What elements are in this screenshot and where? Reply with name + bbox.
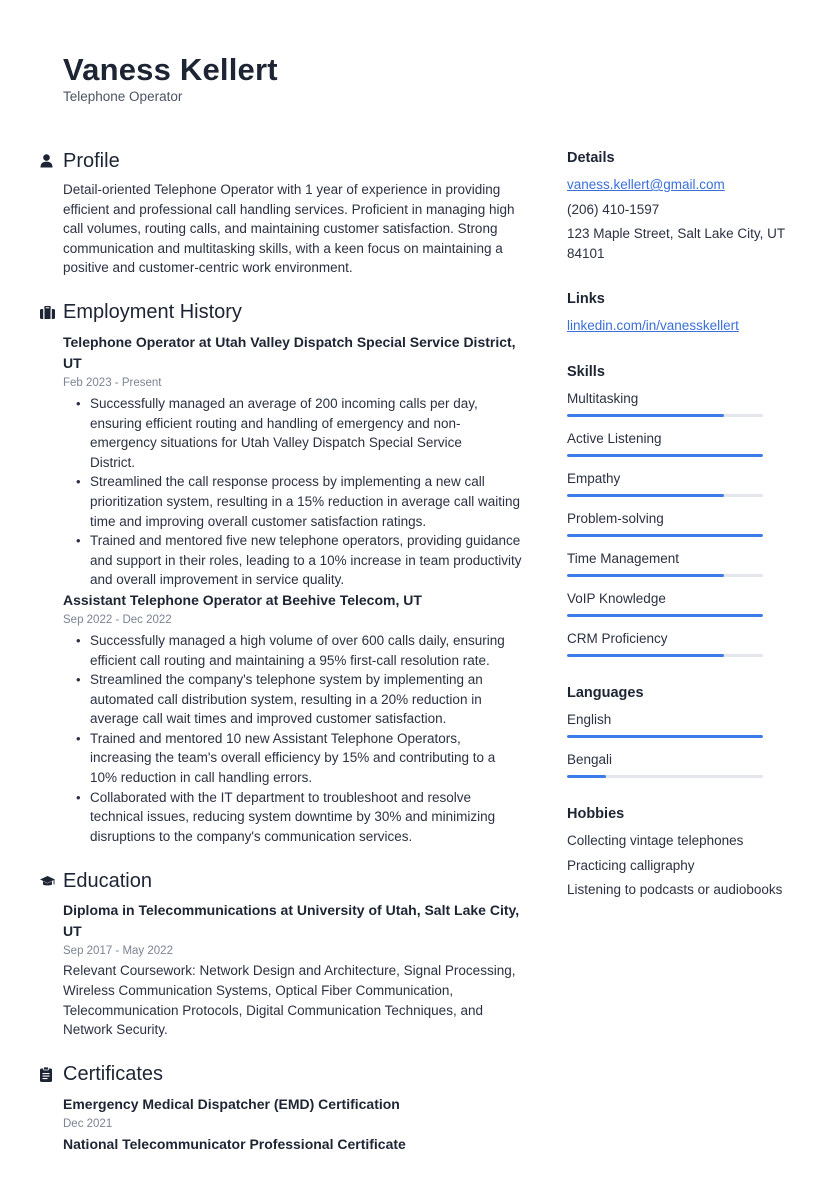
skill-item	[567, 549, 797, 577]
skill-bar-fill	[567, 614, 763, 617]
education-section	[40, 868, 525, 1039]
person-icon	[40, 154, 63, 168]
resume-header	[63, 52, 278, 106]
language-bar-fill	[567, 735, 763, 738]
education-heading: Education	[63, 869, 152, 892]
profile-section	[40, 148, 525, 278]
clipboard-icon	[40, 1067, 63, 1082]
skill-item	[567, 429, 797, 457]
language-bar	[567, 735, 763, 738]
language-label: Bengali	[567, 751, 613, 767]
skill-label: Active Listening	[567, 430, 662, 446]
skill-bar-fill	[567, 454, 763, 457]
skill-bar-fill	[567, 494, 724, 497]
job-entry	[63, 590, 525, 847]
skill-bar	[567, 414, 763, 417]
employment-section	[40, 300, 525, 846]
skill-bar	[567, 654, 763, 657]
hobby-item: Collecting vintage telephones	[567, 832, 744, 848]
language-bar	[567, 775, 763, 778]
profile-text: Detail-oriented Telephone Operator with 1 year of experience in providing efficient and professional call handling services. Proficient in managing high call volumes, routing calls, and maintaining customer satisfaction. Strong communication and multitasking skills, with a keen focus on maintaining a positive and customer-centric work environment.	[63, 182, 515, 276]
skill-bar-fill	[567, 654, 724, 657]
language-item	[567, 750, 797, 778]
bullet-item: • Collaborated with the IT department to troubleshoot and resolve technical issues, reducing system downtime by 30% and minimizing disruptions to the company's communication services.	[90, 788, 525, 847]
details-section	[567, 148, 797, 263]
education-text: Relevant Coursework: Network Design and Architecture, Signal Processing, Wireless Communication Systems, Optical Fiber Communication, Telecommunication Protocols, Digital Communication Techniques, and Network Security.	[63, 963, 516, 1038]
main-column	[40, 148, 525, 1177]
skill-item	[567, 389, 797, 417]
languages-section	[567, 683, 797, 778]
skill-bar-fill	[567, 414, 724, 417]
language-item	[567, 710, 797, 738]
sidebar	[567, 148, 797, 926]
skill-bar	[567, 534, 763, 537]
bullet-item: • Successfully managed an average of 200 incoming calls per day, ensuring efficient routing and handling of emergency and non-emergency situations for Utah Valley Dispatch Special Service District.	[90, 394, 510, 472]
skill-item	[567, 629, 797, 657]
job-title: Telephone Operator at Utah Valley Dispatch Special Service District, UT	[63, 333, 516, 371]
skills-heading: Skills	[567, 363, 605, 380]
language-bar-fill	[567, 775, 606, 778]
bullet-item: • Trained and mentored five new telephone operators, providing guidance and support in their roles, leading to a 10% increase in team productivity and overall improvement in service quality.	[90, 531, 525, 590]
job-date: Sep 2022 - Dec 2022	[63, 613, 172, 626]
job-entry	[63, 332, 525, 590]
skill-label: Problem-solving	[567, 510, 664, 526]
skill-bar-fill	[567, 534, 763, 537]
graduation-cap-icon	[40, 876, 63, 887]
skill-bar-fill	[567, 574, 724, 577]
skill-bar	[567, 574, 763, 577]
certificate-entry	[63, 1134, 525, 1155]
skill-label: CRM Proficiency	[567, 630, 668, 646]
skill-label: Empathy	[567, 470, 621, 486]
skill-item	[567, 469, 797, 497]
skill-label: Multitasking	[567, 390, 639, 406]
languages-heading: Languages	[567, 684, 644, 701]
education-entry	[63, 900, 525, 1039]
address: 123 Maple Street, Salt Lake City, UT 84101	[567, 226, 785, 261]
hobbies-section	[567, 804, 797, 900]
details-heading: Details	[567, 150, 615, 166]
education-date: Sep 2017 - May 2022	[63, 945, 173, 958]
education-title: Diploma in Telecommunications at University of Utah, Salt Lake City, UT	[63, 902, 520, 940]
phone-number: (206) 410-1597	[567, 201, 660, 217]
skill-bar	[567, 454, 763, 457]
candidate-title: Telephone Operator	[63, 89, 183, 104]
skill-item	[567, 589, 797, 617]
certificate-date: Dec 2021	[63, 1117, 113, 1130]
certificates-section	[40, 1062, 525, 1155]
skill-bar	[567, 614, 763, 617]
job-bullets	[63, 394, 525, 590]
hobby-item: Practicing calligraphy	[567, 857, 695, 873]
skill-label: Time Management	[567, 550, 680, 566]
bullet-item: • Trained and mentored 10 new Assistant Telephone Operators, increasing the team's overall efficiency by 15% and contributing to a 10% reduction in call handling errors.	[90, 729, 525, 788]
links-section	[567, 289, 797, 336]
email-link[interactable]: vaness.kellert@gmail.com	[567, 177, 725, 192]
hobbies-heading: Hobbies	[567, 805, 625, 822]
certificate-entry	[63, 1094, 525, 1134]
skill-item	[567, 509, 797, 537]
certificate-title: Emergency Medical Dispatcher (EMD) Certification	[63, 1095, 400, 1112]
linkedin-link[interactable]: linkedin.com/in/vanesskellert	[567, 318, 739, 334]
job-title: Assistant Telephone Operator at Beehive Telecom, UT	[63, 591, 422, 608]
certificates-heading: Certificates	[63, 1063, 164, 1086]
skills-section	[567, 362, 797, 657]
bullet-item: • Streamlined the call response process by implementing a new call prioritization system, resulting in a 15% reduction in average call waiting time and improving overall customer satisfaction ratings.	[90, 472, 525, 531]
hobby-item: Listening to podcasts or audiobooks	[567, 882, 783, 898]
skill-label: VoIP Knowledge	[567, 590, 666, 606]
certificate-title: National Telecommunicator Professional Certificate	[63, 1135, 406, 1152]
skill-bar	[567, 494, 763, 497]
employment-heading: Employment History	[63, 301, 242, 324]
bullet-item: • Streamlined the company's telephone system by implementing an automated call distribution system, resulting in a 20% reduction in average call wait times and improved customer satisfaction.	[90, 670, 525, 729]
job-date: Feb 2023 - Present	[63, 376, 162, 389]
job-bullets	[63, 631, 525, 847]
profile-heading: Profile	[63, 149, 120, 172]
links-heading: Links	[567, 291, 605, 308]
candidate-name: Vaness Kellert	[63, 52, 278, 87]
language-label: English	[567, 711, 612, 727]
briefcase-icon	[40, 306, 63, 319]
bullet-item: • Successfully managed a high volume of over 600 calls daily, ensuring efficient call routing and maintaining a 95% first-call resolution rate.	[90, 631, 525, 670]
